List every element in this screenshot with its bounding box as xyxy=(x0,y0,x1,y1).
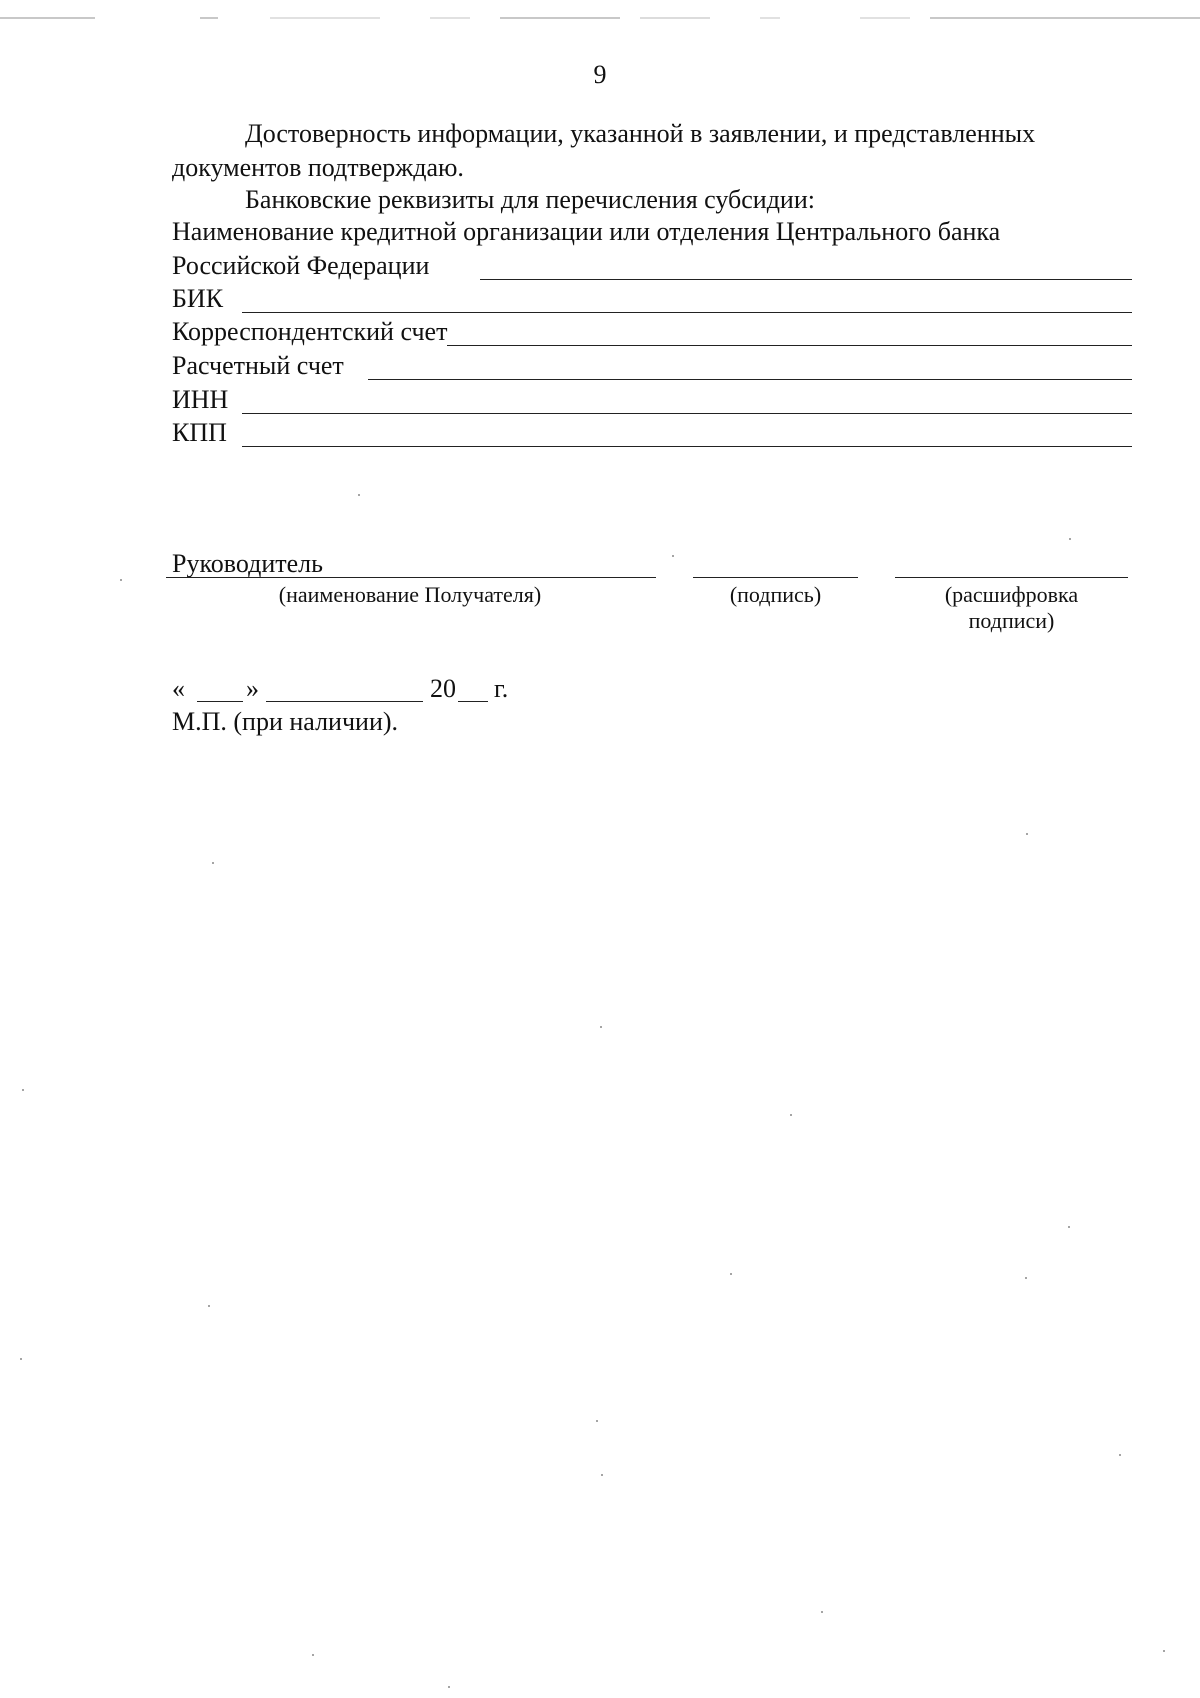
inn-field[interactable] xyxy=(172,384,1132,416)
kpp-field[interactable] xyxy=(172,417,1132,449)
date-day-blank[interactable] xyxy=(197,701,243,702)
settlement-account-blank[interactable] xyxy=(368,379,1132,380)
date-open-quote: « xyxy=(172,674,185,703)
bank-name-blank[interactable] xyxy=(480,279,1132,280)
caption-decoding-line2: подписи) xyxy=(968,608,1055,633)
caption-decoding-line1: (расшифровка xyxy=(944,582,1079,607)
date-year-prefix: 20 xyxy=(430,674,456,703)
bank-name-label-line2: Российской Федерации xyxy=(172,251,430,280)
bank-name-label-line1: Наименование кредитной организации или отделения Центрального банка xyxy=(172,217,1001,246)
page-number: 9 xyxy=(593,60,607,89)
correspondent-account-blank[interactable] xyxy=(372,345,1132,346)
date-month-blank[interactable] xyxy=(266,701,423,702)
confirmation-text-line1: Достоверность информации, указанной в заявлении, и представленных xyxy=(245,119,1036,148)
correspondent-account-field[interactable] xyxy=(172,316,1132,348)
correspondent-account-label: Корреспондентский счет xyxy=(172,317,448,346)
settlement-account-label: Расчетный счет xyxy=(172,351,344,380)
recipient-name-blank[interactable] xyxy=(166,577,656,578)
bik-label: БИК xyxy=(172,284,224,313)
caption-signature: (подпись) xyxy=(729,582,822,607)
date-close-quote: » xyxy=(246,674,259,703)
bik-blank[interactable] xyxy=(242,312,1132,313)
scan-artifact-strip xyxy=(0,14,1200,24)
kpp-label: КПП xyxy=(172,418,227,447)
signature-role: Руководитель xyxy=(172,549,323,578)
signature-blank[interactable] xyxy=(693,577,858,578)
inn-label: ИНН xyxy=(172,385,229,414)
bik-field[interactable] xyxy=(172,283,1132,315)
settlement-account-field[interactable] xyxy=(172,350,1132,382)
inn-blank[interactable] xyxy=(242,413,1132,414)
date-year-blank[interactable] xyxy=(458,701,488,702)
bank-details-intro: Банковские реквизиты для перечисления субсидии: xyxy=(245,185,815,214)
kpp-blank[interactable] xyxy=(242,446,1132,447)
caption-recipient-name: (наименование Получателя) xyxy=(278,582,542,607)
seal-note: М.П. (при наличии). xyxy=(172,707,399,736)
confirmation-text-line2: документов подтверждаю. xyxy=(172,153,464,182)
date-year-suffix: г. xyxy=(494,674,509,703)
bank-name-field[interactable] xyxy=(172,250,1132,282)
signature-decoding-blank[interactable] xyxy=(895,577,1128,578)
